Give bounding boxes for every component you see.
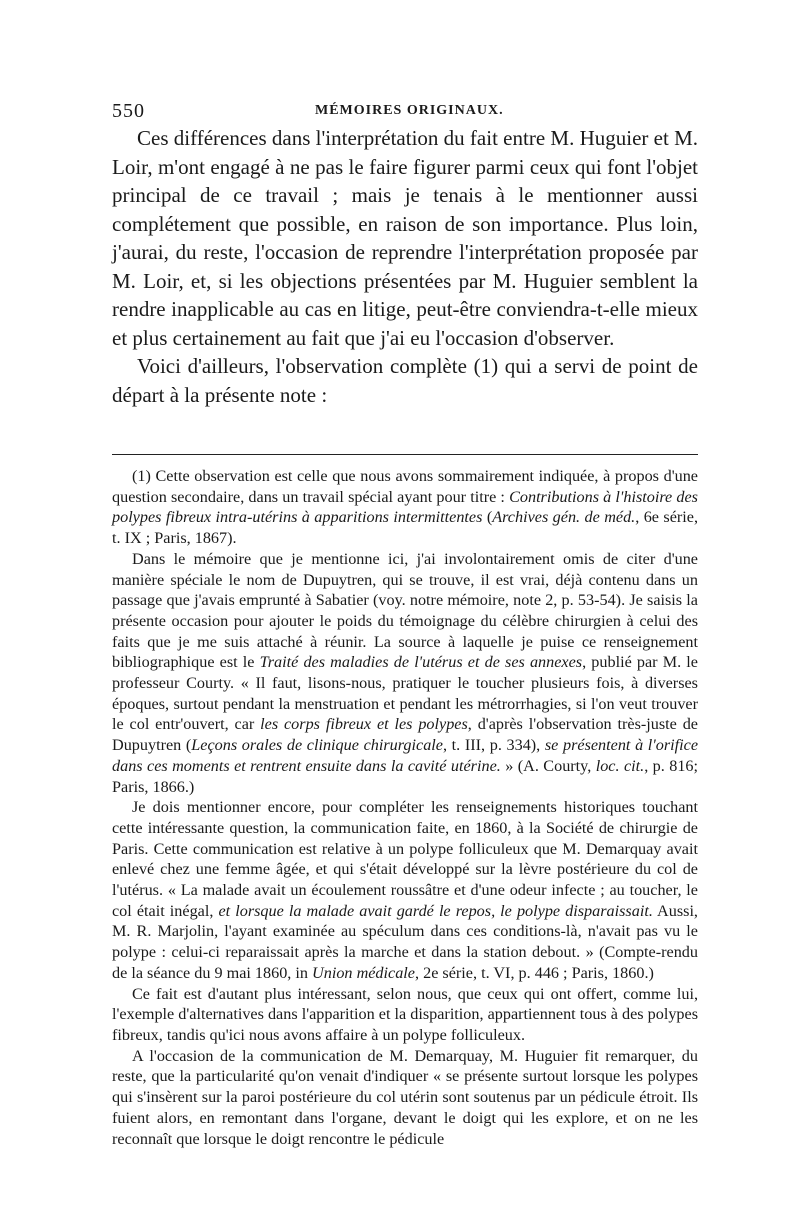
italic-title: Leçons orales de clinique chirurgicale <box>191 736 443 755</box>
footnote-paragraph-2: Dans le mémoire que je mentionne ici, j'ai involontairement omis de citer d'une manière spéciale le nom de Dupuytren, qui se trouve, il est vrai, déjà contenu dans un passage que j'avais emprunté à Sabatier (voy. notre mémoire, note 2, p. 53-54). Je saisis la présente occasion pour ajouter le poids du témoignage du célèbre chirurgien à celui des faits que je me suis attaché à réunir. La source à laquelle je puise ce renseignement bibliographique est le Traité des maladies de l'utérus et de ses annexes, publié par M. le professeur Courty. « Il faut, lisons-nous, pratiquer le toucher plusieurs fois, à diverses époques, surtout pendant la menstruation et pendant les métrorrhagies, si l'on veut trouver le col entr'ouvert, car les corps fibreux et les polypes, d'après l'observation très-juste de Dupuytren (Leçons orales de clinique chirurgicale, t. III, p. 334), se présentent à l'orifice dans ces moments et rentrent ensuite dans la cavité utérine. » (A. Courty, loc. cit., p. 816; Paris, 1866.) <box>112 549 699 796</box>
footnote-paragraph-3: Je dois mentionner encore, pour compléter les renseignements historiques touchant cette intéressante question, la communication faite, en 1860, à la Société de chirurgie de Paris. Cette communication est relative à un polype folliculeux que M. Demarquay avait enlevé chez une femme âgée, et qui s'était développé sur la lèvre postérieure du col de l'utérus. « La malade avait un écoulement roussâtre et d'une odeur infecte ; au toucher, le col était inégal, et lorsque la malade avait gardé le repos, le polype disparaissait. Aussi, M. R. Marjolin, l'ayant examinée au spéculum dans ces conditions-là, n'avait pas vu le polype : celui-ci reparaissait après la marche et dans la station debout. » (Compte-rendu de la séance du 9 mai 1860, in Union médicale, 2e série, t. VI, p. 446 ; Paris, 1860.) <box>112 798 698 982</box>
italic-quote: les corps fibreux et les polypes <box>260 715 468 734</box>
italic-quote: et lorsque la malade avait gardé le repos, le polype disparaissait. <box>218 901 653 920</box>
italic-citation: loc. cit. <box>595 756 645 775</box>
main-paragraph-1: Ces différences dans l'interprétation du fait entre M. Huguier et M. Loir, m'ont engagé à ne pas le faire figurer parmi ceux qui font l'objet principal de ce travail ; mais je tenais à le mentionner aussi complétement que possible, en raison de son importance. Plus loin, j'aurai, du reste, l'occasion de reprendre l'interprétation proposée par M. Loir, et, si les objections présentées par M. Huguier semblent la rendre inapplicable au cas en litige, peut-être conviendra-t-elle mieux et plus certainement au fait que j'ai eu l'occasion d'observer. <box>112 126 698 350</box>
italic-title: Traité des maladies de l'utérus et de ses annexes <box>259 653 583 672</box>
footnote-paragraph-4: Ce fait est d'autant plus intéressant, selon nous, que ceux qui ont offert, comme lui, l'exemple d'alternatives dans l'apparition et la disparition, appartiennent tous à des polypes fibreux, tandis qu'ici nous avons affaire à un polype folliculeux. <box>112 984 698 1044</box>
page-number: 550 <box>112 100 145 122</box>
italic-quote: se présentent à l'orifice dans ces moments et rentrent ensuite dans la cavité utérine. <box>112 736 699 775</box>
italic-journal: Union médicale <box>312 963 415 982</box>
footnote-separator <box>112 454 698 455</box>
main-text <box>112 124 698 409</box>
running-title: MÉMOIRES ORIGINAUX. <box>315 103 504 118</box>
italic-title: Contributions à l'histoire des polypes fibreux intra-utérins à apparitions intermittentes <box>112 487 698 527</box>
footnote-paragraph-1: (1) Cette observation est celle que nous avons sommairement indiquée, à propos d'une question secondaire, dans un travail spécial ayant pour titre : Contributions à l'histoire des polypes fibreux intra-utérins à apparitions intermittentes (Archives gén. de méd., 6e série, t. IX ; Paris, 1867). <box>112 467 699 548</box>
footnote-paragraph-5: A l'occasion de la communication de M. Demarquay, M. Huguier fit remarquer, du reste, que la particularité qu'on venait d'indiquer « se présente surtout lorsque les polypes qui s'insèrent sur la paroi postérieure du col utérin sont soutenus par un pédicule étroit. Ils fuient alors, en remontant dans l'organe, devant le doigt qui les explore, et on ne les reconnaît que lorsque le doigt rencontre le pédicule <box>112 1046 698 1148</box>
running-head <box>112 100 698 124</box>
main-paragraph-2: Voici d'ailleurs, l'observation complète (1) qui a servi de point de départ à la présente note : <box>112 354 698 407</box>
italic-journal: Archives gén. de méd. <box>492 508 636 527</box>
footnotes <box>112 466 698 1149</box>
